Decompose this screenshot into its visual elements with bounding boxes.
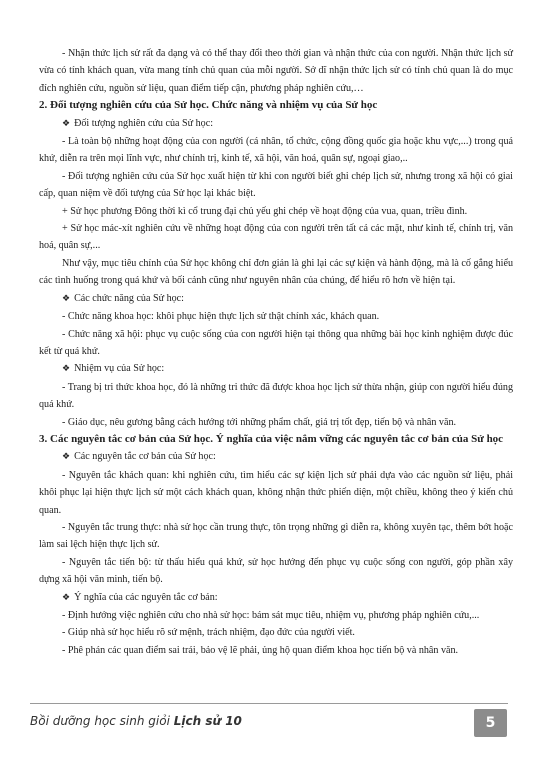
bullet-text: Các nguyên tắc cơ bản của Sử học: — [74, 451, 216, 463]
paragraph: - Nguyên tắc trung thực: nhà sử học cần trung thực, tôn trọng những gì diễn ra, không xuyên tạc, thêm bớt hoặc làm sai lệch hiện thực lịch sử. — [39, 521, 513, 551]
bullet-heading — [39, 360, 513, 378]
paragraph: - Trang bị tri thức khoa học, đó là những tri thức đã được khoa học lịch sử thừa nhận, giúp con người hiểu đúng quá khứ. — [39, 381, 513, 411]
footer-book-title — [30, 714, 242, 728]
bullet-text: Ý nghĩa của các nguyên tắc cơ bản: — [74, 591, 218, 603]
paragraph: + Sử học mác-xít nghiên cứu về những hoạt động của con người trên tất cả các mặt, như kinh tế, chính trị, văn hoá, quân sự,... — [39, 223, 513, 252]
bullet-text: Các chức năng của Sử học: — [74, 292, 184, 304]
document-body — [39, 45, 513, 659]
paragraph: - Giúp nhà sử học hiểu rõ sứ mệnh, trách nhiệm, đạo đức của người viết. — [62, 627, 355, 639]
footer-divider — [30, 703, 508, 704]
paragraph: - Nhận thức lịch sử rất đa dạng và có thể thay đổi theo thời gian và nhận thức của con người. Nhận thức lịch sử vừa có tính khách quan, vừa mang tính chủ quan của mỗi người. Sở dĩ nhận thức lịch sử có tính chủ quan là do mục đích nghiên cứu, nguồn sử liệu, quan điểm tiếp cận, phương pháp nghiên cứu,… — [39, 48, 513, 94]
bullet-text: Đối tượng nghiên cứu của Sử học: — [74, 117, 214, 129]
section-heading: 2. Đối tượng nghiên cứu của Sử học. Chức năng và nhiệm vụ của Sử học — [39, 99, 378, 112]
paragraph: Như vậy, mục tiêu chính của Sử học không chỉ đơn giản là ghi lại các sự kiện và hành động, mà là cố gắng hiểu các tình huống trong quá khứ và bối cảnh cũng như nguyên nhân của chúng, để hiểu rõ hơn về hiện tại. — [39, 257, 513, 287]
paragraph: + Sử học phương Đông thời kì cổ trung đại chủ yếu ghi chép về hoạt động của vua, quan, triều đình. — [62, 205, 468, 217]
bullet-heading — [39, 589, 513, 607]
footer-book-series: Bồi dưỡng học sinh giỏi — [30, 714, 174, 728]
four-point-star-icon: ❖ — [62, 118, 71, 129]
paragraph: - Giáo dục, nêu gương bằng cách hướng tới những phẩm chất, giá trị tốt đẹp, tiến bộ và nhân văn. — [62, 416, 457, 428]
footer-subject: Lịch sử 10 — [173, 714, 242, 728]
paragraph: - Nguyên tắc tiến bộ: từ thấu hiểu quá khứ, sử học hướng đến phục vụ cuộc sống con người, góp phần xây dựng xã hội văn minh, tiến bộ. — [39, 556, 513, 586]
paragraph: - Chức năng xã hội: phục vụ cuộc sống của con người hiện tại thông qua những bài học kinh nghiệm được đúc kết từ quá khứ. — [39, 328, 513, 357]
bullet-heading — [39, 290, 513, 308]
paragraph: - Nguyên tắc khách quan: khi nghiên cứu, tìm hiểu các sự kiện lịch sử phải dựa vào các nguồn sử liệu, phải khôi phục lại hiện thực lịch sử một cách khách quan, không nhận thức phiến diện, một chiều, không theo ý kiến chủ quan. — [39, 469, 513, 516]
bullet-heading — [39, 448, 513, 466]
page-number: 5 — [474, 709, 507, 737]
bullet-heading — [39, 115, 513, 133]
paragraph: - Định hướng việc nghiên cứu cho nhà sử học: bám sát mục tiêu, nhiệm vụ, phương pháp nghiên cứu,... — [62, 610, 480, 621]
paragraph: - Phê phán các quan điểm sai trái, bảo vệ lẽ phải, ủng hộ quan điểm khoa học tiến bộ và nhân văn. — [62, 644, 459, 656]
paragraph: - Đối tượng nghiên cứu của Sử học xuất hiện từ khi con người biết ghi chép lịch sử, nhưng trong xã hội có giai cấp, quan niệm về đối tượng của Sử học lại khác biệt. — [39, 170, 513, 200]
four-point-star-icon: ❖ — [62, 452, 71, 463]
paragraph: - Chức năng khoa học: khôi phục hiện thực lịch sử thật chính xác, khách quan. — [62, 311, 380, 323]
four-point-star-icon: ❖ — [62, 293, 71, 304]
section-heading: 3. Các nguyên tắc cơ bản của Sử học. Ý nghĩa của việc nắm vững các nguyên tắc cơ bản của Sử học — [39, 432, 504, 445]
four-point-star-icon: ❖ — [62, 364, 71, 375]
paragraph: - Là toàn bộ những hoạt động của con người (cá nhân, tổ chức, cộng đồng quốc gia hoặc khu vực,...) trong quá khứ, diễn ra trên mọi lĩnh vực, như chính trị, kinh tế, xã hội, văn hoá, quân sự, ngoại giao,.. — [39, 136, 513, 165]
four-point-star-icon: ❖ — [62, 592, 71, 603]
bullet-text: Nhiệm vụ của Sử học: — [74, 363, 165, 375]
page-footer — [0, 703, 546, 739]
